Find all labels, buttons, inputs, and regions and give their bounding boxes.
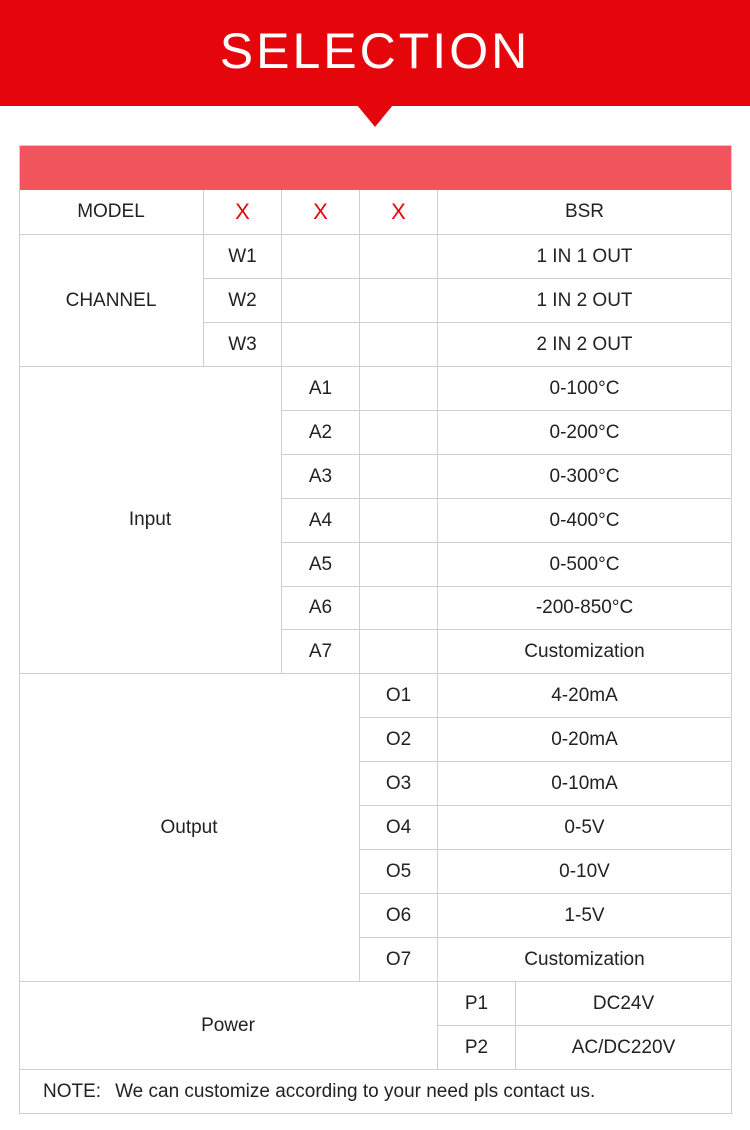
input-desc: 0-100°C <box>438 367 732 411</box>
output-code: O1 <box>360 674 438 718</box>
model-label: MODEL <box>19 190 204 235</box>
output-label: Output <box>19 674 360 982</box>
output-code: O5 <box>360 850 438 894</box>
empty-cell <box>360 367 438 411</box>
output-desc: 0-10mA <box>438 762 732 806</box>
empty-cell <box>360 587 438 630</box>
empty-cell <box>360 630 438 674</box>
input-code: A4 <box>282 499 360 543</box>
empty-cell <box>360 499 438 543</box>
output-desc: 4-20mA <box>438 674 732 718</box>
model-code: BSR <box>438 190 732 235</box>
output-desc: 1-5V <box>438 894 732 938</box>
output-desc: 0-20mA <box>438 718 732 762</box>
empty-cell <box>282 323 360 367</box>
channel-desc: 1 IN 1 OUT <box>438 235 732 279</box>
empty-cell <box>360 235 438 279</box>
input-code: A7 <box>282 630 360 674</box>
output-code: O6 <box>360 894 438 938</box>
empty-cell <box>360 543 438 587</box>
input-desc: 0-200°C <box>438 411 732 455</box>
input-code: A3 <box>282 455 360 499</box>
empty-cell <box>282 235 360 279</box>
input-code: A5 <box>282 543 360 587</box>
empty-cell <box>360 323 438 367</box>
empty-cell <box>360 455 438 499</box>
output-code: O4 <box>360 806 438 850</box>
note-row <box>19 1070 732 1114</box>
input-desc: 0-300°C <box>438 455 732 499</box>
model-x-mark-3: X <box>360 190 438 235</box>
model-x-mark-1: X <box>204 190 282 235</box>
banner-pointer <box>357 105 393 127</box>
channel-code: W1 <box>204 235 282 279</box>
power-code: P1 <box>438 982 516 1026</box>
empty-cell <box>360 279 438 323</box>
page-title: SELECTION <box>219 23 531 79</box>
channel-code: W2 <box>204 279 282 323</box>
input-code: A6 <box>282 587 360 630</box>
channel-code: W3 <box>204 323 282 367</box>
output-code: O3 <box>360 762 438 806</box>
input-desc: 0-500°C <box>438 543 732 587</box>
note-label: NOTE: <box>43 1081 102 1102</box>
output-code: O7 <box>360 938 438 982</box>
input-desc: -200-850°C <box>438 587 732 630</box>
power-desc: DC24V <box>516 982 732 1026</box>
input-desc: 0-400°C <box>438 499 732 543</box>
note-text: We can customize according to your need pls contact us. <box>115 1081 596 1102</box>
output-desc: Customization <box>438 938 732 982</box>
empty-cell <box>282 279 360 323</box>
output-code: O2 <box>360 718 438 762</box>
input-desc: Customization <box>438 630 732 674</box>
model-x-mark-2: X <box>282 190 360 235</box>
power-label: Power <box>19 982 438 1070</box>
empty-cell <box>360 411 438 455</box>
output-desc: 0-5V <box>438 806 732 850</box>
input-label: Input <box>19 367 282 674</box>
channel-desc: 1 IN 2 OUT <box>438 279 732 323</box>
channel-label: CHANNEL <box>19 235 204 367</box>
input-code: A2 <box>282 411 360 455</box>
channel-desc: 2 IN 2 OUT <box>438 323 732 367</box>
output-desc: 0-10V <box>438 850 732 894</box>
input-code: A1 <box>282 367 360 411</box>
power-desc: AC/DC220V <box>516 1026 732 1070</box>
power-code: P2 <box>438 1026 516 1070</box>
